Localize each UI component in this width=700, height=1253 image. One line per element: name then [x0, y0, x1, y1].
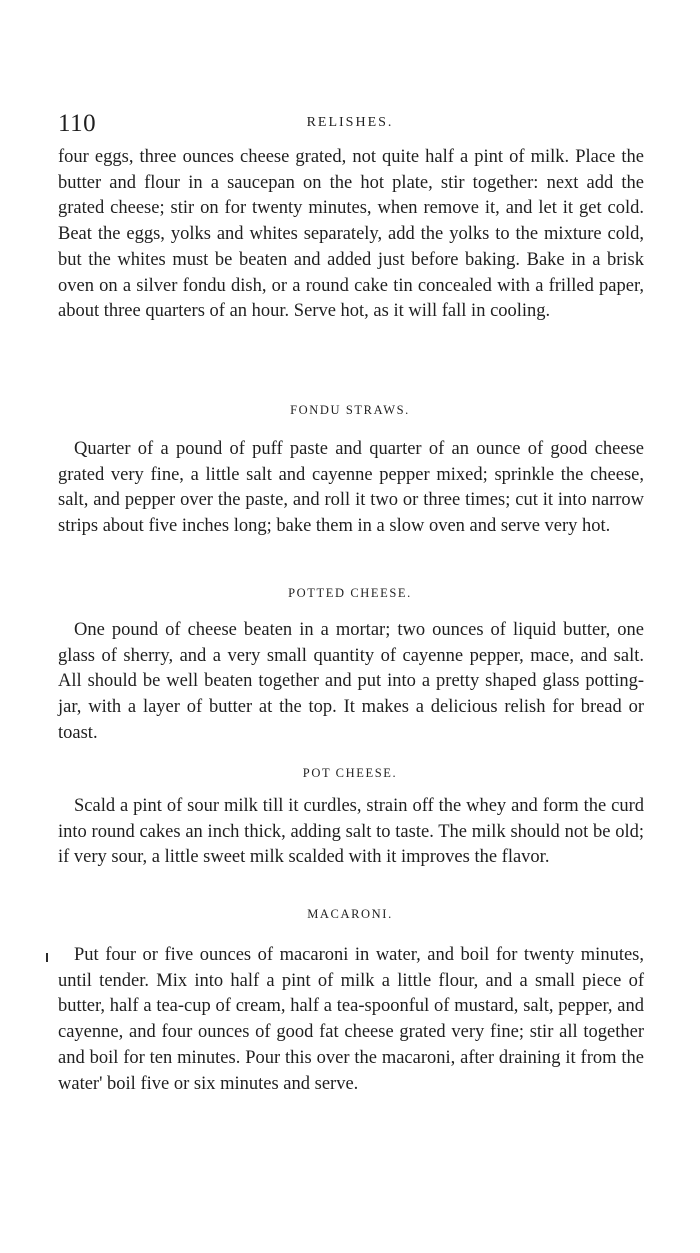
recipe-heading-fondu-straws: FONDU STRAWS. [290, 403, 410, 417]
recipe-text-potted-cheese: One pound of cheese beaten in a mortar; two ounces of liquid butter, one glass of sherry, and a very small quantity of cayenne pepper, mace, and salt. All should be well beaten together and put into a pretty shaped glass potting-jar, with a layer of butter at the top. It makes a delicious relish for bread or toast. [58, 620, 644, 743]
recipe-heading-potted-cheese: POTTED CHEESE. [288, 586, 412, 600]
running-title: RELISHES. [306, 115, 394, 130]
recipe-text-fondu-straws: Quarter of a pound of puff paste and quarter of an ounce of good cheese grated very fine, a little salt and cayenne pepper mixed; sprinkle the cheese, salt, and pepper over the paste, and roll it two or three times; cut it into narrow strips about five inches long; bake them in a slow oven and serve very hot. [58, 439, 644, 537]
recipe-heading-macaroni: MACARONI. [307, 907, 393, 921]
recipe-text-macaroni: Put four or five ounces of macaroni in water, and boil for twenty minutes, until tender. Mix into half a pint of milk a little flour, and a small piece of butter, half a tea-cup of cream, half a tea-spoonful of mustard, salt, pepper, and cayenne, and four ounces of good fat cheese grated very fine; stir all together and boil for ten minutes. Pour this over the macaroni, after draining it from the water' boil five or six minutes and serve. [58, 945, 644, 1094]
recipe-text-pot-cheese: Scald a pint of sour milk till it curdles, strain off the whey and form the curd into round cakes an inch thick, adding salt to taste. The milk should not be old; if very sour, a little sweet milk scalded with it improves the flavor. [58, 796, 644, 868]
margin-mark [46, 953, 48, 962]
intro-paragraph: four eggs, three ounces cheese grated, not quite half a pint of milk. Place the butter and flour in a saucepan on the hot plate, stir together: next add the grated cheese; stir on for twenty minutes, when remove it, and let it get cold. Beat the eggs, yolks and whites separately, add the yolks to the mixture cold, but the whites must be beaten and added just before baking. Bake in a brisk oven on a silver fondu dish, or a round cake tin concealed with a frilled paper, about three quarters of an hour. Serve hot, as it will fall in cooling. [58, 147, 644, 322]
page-number: 110 [58, 110, 97, 137]
recipe-heading-pot-cheese: POT CHEESE. [302, 766, 398, 780]
